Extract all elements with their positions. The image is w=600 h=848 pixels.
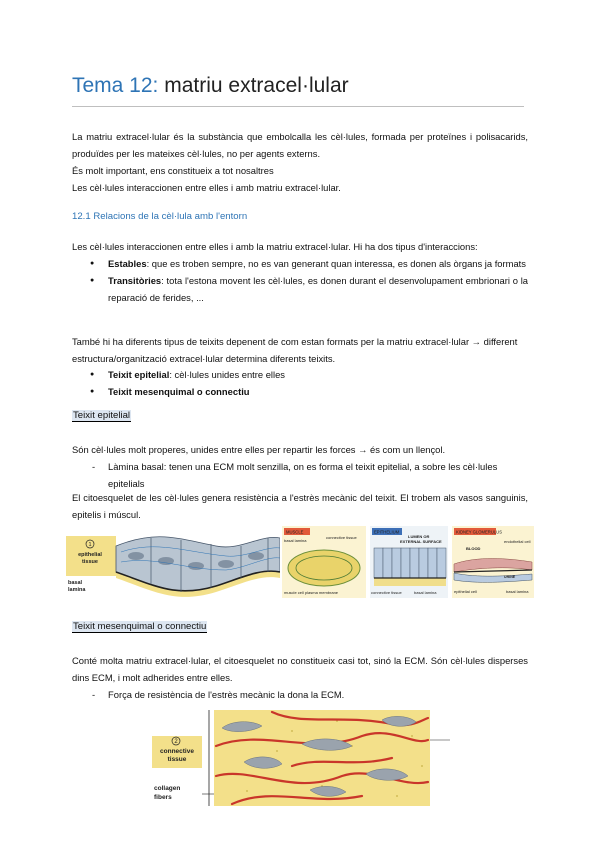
term-description: : tota l'estona movent les cèl·lules, es donen durant el desenvolupament embrionari o la reparació de ferides, ... [108,275,528,303]
connective-heading [72,621,207,632]
intro-paragraph-1: La matriu extracel·lular és la substància que embolcalla les cèl·lules, formada per proteïnes i polisacarids, produïdes per les mateixes cèl·lules, no per agents externs. [72,131,528,159]
label-collagen: collagen [154,785,181,792]
muscle-connective-label: connective tissue [326,535,357,540]
kidney-basal-label: basal lamina [506,589,529,594]
list-item [90,383,528,400]
connective-dash-list [92,686,528,703]
section-lead: Les cèl·lules interaccionen entre elles i amb la matriu extracel·lular. Hi ha dos tipus d'interaccions: [72,241,478,252]
tissue-list [90,366,528,400]
list-item [90,366,528,383]
label-tissue: tissue [167,756,187,763]
label-tissue: tissue [82,559,98,565]
interaction-list [90,255,528,306]
kidney-title: KIDNEY GLOMERULUS [456,529,502,535]
term: Teixit epitelial [108,369,170,380]
label-epithelial: epithelial [78,552,102,558]
urine-label: URINE [504,575,516,579]
section-heading-12-1: 12.1 Relacions de la cèl·lula amb l'entorn [72,211,248,222]
epithelial-heading [72,410,131,421]
connective-paragraph: Conté molta matriu extracel·lular, el citoesquelet no constitueix casi tot, sinó la ECM. Són cèl·lules disperses dins ECM, i molt adherides entre elles. [72,655,528,683]
term: Teixit mesenquimal o connectiu [108,386,250,397]
intro-paragraph-2: És molt important, ens constitueix a tot nosaltres [72,165,274,176]
lumen-label-1: LUMEN OR [408,534,430,539]
label-basal: basal [68,580,83,586]
term-description: : cèl·lules unides entre elles [169,369,285,380]
epithelial-tissue-figure [66,526,280,598]
list-item: - Làmina basal: tenen una ECM molt senzilla, on es forma el teixit epitelial, a sobre les cèl·lules epitelials [92,458,528,492]
list-item [90,272,528,306]
figure-number: 2 [174,739,178,745]
muscle-title: MUSCLE [286,529,304,535]
heading-text: Teixit mesenquimal o connectiu [73,621,207,632]
lumen-label-2: EXTERNAL SURFACE [400,539,442,544]
connective-tissue-figure [152,706,458,808]
term: Transitòries [108,275,162,286]
muscle-basal-lamina-label: basal lamina [284,538,307,543]
title-text: matriu extracel·lular [164,74,349,97]
page-title [72,74,349,98]
kidney-epithelial-label: epithelial cell [454,589,477,594]
blood-label: BLOOD [466,546,481,551]
epi-connective-label: connective tissue [371,590,402,595]
label-lamina: lamina [68,587,86,593]
basal-lamina-figure [282,526,534,598]
intro-paragraph-3: Les cèl·lules interaccionen entre elles i amb matriu extracel·lular. [72,182,341,193]
muscle-cell [288,550,360,586]
epithelial-paragraph-1: Són cèl·lules molt properes, unides entre elles per repartir les forces → és com un llençol. [72,444,446,455]
term-description: : que es troben sempre, no es van generant quan interessa, es donen als òrgans ja formats [146,258,526,269]
list-item: - Força de resistència de l'estrès mecànic la dona la ECM. [92,686,528,703]
heading-text: Teixit epitelial [73,410,131,421]
epithelium-connective [374,578,446,586]
figure-number: 1 [88,542,92,548]
muscle-caption: muscle cell plasma membrane [284,590,339,595]
label-connective: connective [160,748,194,755]
epithelium-title: EPITHELIUM [374,529,400,535]
endothelial-label: endothelial cell [504,539,531,544]
tissues-paragraph: També hi ha diferents tipus de teixits depenent de com estan formats per la matriu extracel·lular → different estructura/organització extracel·lular determina diferents teixits. [72,336,518,364]
label-fibers: fibers [154,794,172,801]
epithelial-dash-list [92,458,528,492]
list-item [90,255,528,272]
title-divider [72,106,524,107]
term: Estables [108,258,147,269]
epi-basal-label: basal lamina [414,590,437,595]
columnar-cells [374,548,446,578]
title-number: Tema 12: [72,74,159,97]
epithelial-paragraph-2: El citoesquelet de les cèl·lules genera resistència a l'estrès mecànic del teixit. El trobem als vasos sanguinis, epitelis i múscul. [72,492,528,520]
